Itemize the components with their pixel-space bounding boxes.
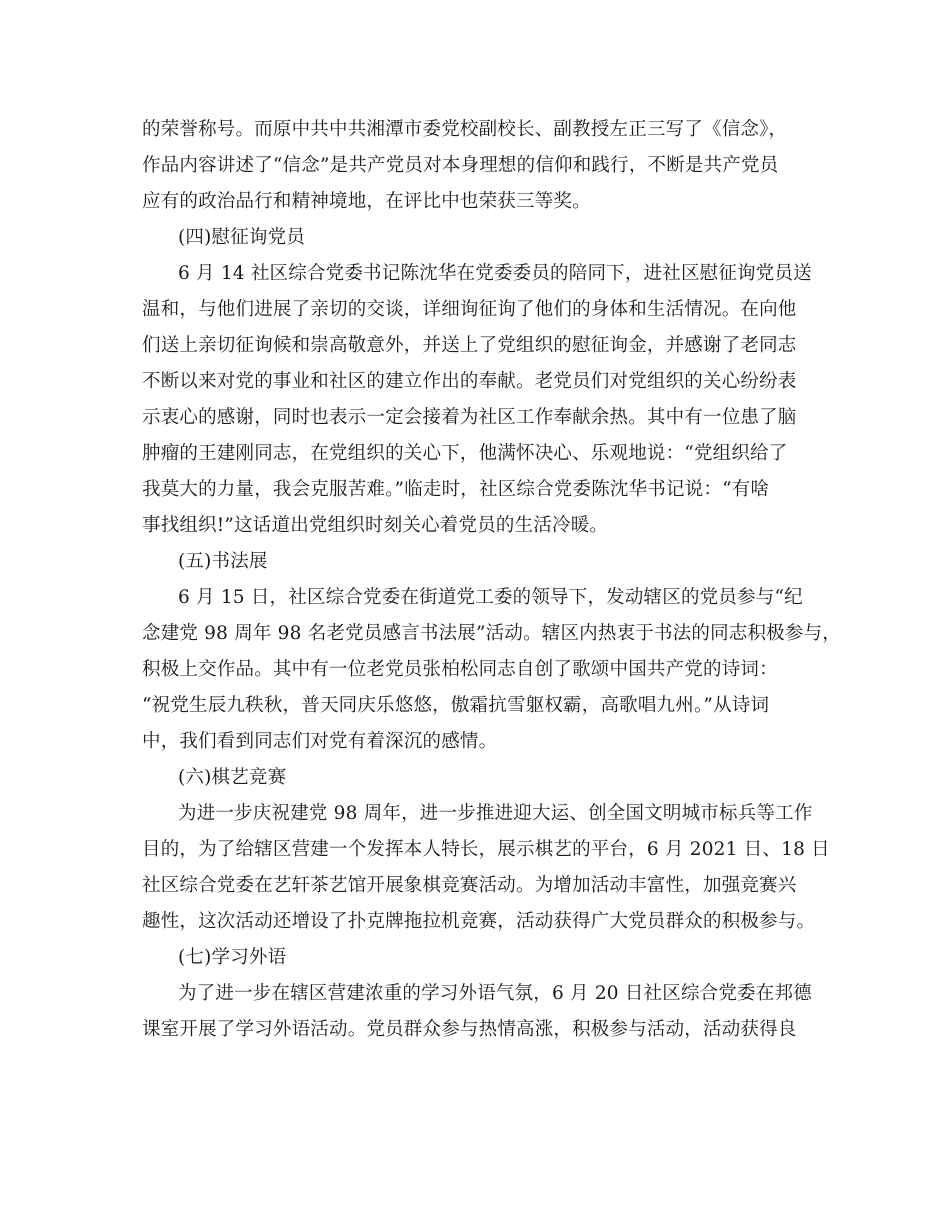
paragraph-line: 积极上交作品。其中有一位老党员张柏松同志自创了歌颂中国共产党的诗词： bbox=[142, 659, 778, 680]
paragraph-line: 目的，为了给辖区营建一个发挥本人特长，展示棋艺的平台，6 月 2021 日、18 日 bbox=[142, 839, 830, 860]
paragraph-line: 念建党 98 周年 98 名老党员感言书法展”活动。辖区内热衷于书法的同志积极参与， bbox=[142, 623, 841, 644]
paragraph-line: 们送上亲切征询候和崇高敬意外，并送上了党组织的慰征询金，并感谢了老同志 bbox=[142, 335, 797, 356]
paragraph-line: 6 月 14 社区综合党委书记陈沈华在党委委员的陪同下，进社区慰征询党员送 bbox=[178, 263, 812, 284]
paragraph-line: 不断以来对党的事业和社区的建立作出的奉献。老党员们对党组织的关心纷纷表 bbox=[142, 371, 797, 392]
paragraph-line: 为了进一步在辖区营建浓重的学习外语气氛，6 月 20 日社区综合党委在邦德 bbox=[178, 983, 812, 1004]
paragraph-line: 课室开展了学习外语活动。党员群众参与热情高涨，积极参与活动，活动获得良 bbox=[142, 1019, 797, 1040]
section-heading: (四)慰征询党员 bbox=[178, 227, 306, 248]
paragraph-line: 事找组织!”这话道出党组织时刻关心着党员的生活冷暖。 bbox=[142, 515, 609, 536]
paragraph-line: 的荣誉称号。而原中共中共湘潭市委党校副校长、副教授左正三写了《信念》， bbox=[142, 119, 788, 140]
paragraph-line: 6 月 15 日，社区综合党委在街道党工委的领导下，发动辖区的党员参与“纪 bbox=[178, 587, 803, 608]
paragraph-line: 趣性，这次活动还增设了扑克牌拖拉机竞赛，活动获得广大党员群众的积极参与。 bbox=[142, 911, 816, 932]
paragraph-line: 我莫大的力量，我会克服苦难。”临走时，社区综合党委陈沈华书记说：“有啥 bbox=[142, 479, 770, 500]
paragraph-line: 示衷心的感谢，同时也表示一定会接着为社区工作奉献余热。其中有一位患了脑 bbox=[142, 407, 797, 428]
section-heading: (六)棋艺竞赛 bbox=[178, 767, 287, 788]
paragraph-line: 应有的政治品行和精神境地，在评比中也荣获三等奖。 bbox=[142, 191, 591, 212]
section-heading: (七)学习外语 bbox=[178, 947, 287, 968]
paragraph-line: 中，我们看到同志们对党有着深沉的感情。 bbox=[142, 731, 498, 752]
paragraph-line: 肿瘤的王建刚同志，在党组织的关心下，他满怀决心、乐观地说：“党组织给了 bbox=[142, 443, 788, 464]
section-heading: (五)书法展 bbox=[178, 551, 268, 572]
paragraph-line: 作品内容讲述了“信念”是共产党员对本身理想的信仰和践行，不断是共产党员 bbox=[142, 155, 779, 176]
paragraph-line: 社区综合党委在艺轩茶艺馆开展象棋竞赛活动。为增加活动丰富性，加强竞赛兴 bbox=[142, 875, 797, 896]
paragraph-line: 温和，与他们进展了亲切的交谈，详细询征询了他们的身体和生活情况。在向他 bbox=[142, 299, 797, 320]
paragraph-line: 为进一步庆祝建党 98 周年，进一步推进迎大运、创全国文明城市标兵等工作 bbox=[178, 803, 813, 824]
paragraph-line: “祝党生辰九秩秋，普天同庆乐悠悠，傲霜抗雪躯权霸，高歌唱九州。”从诗词 bbox=[142, 695, 770, 716]
